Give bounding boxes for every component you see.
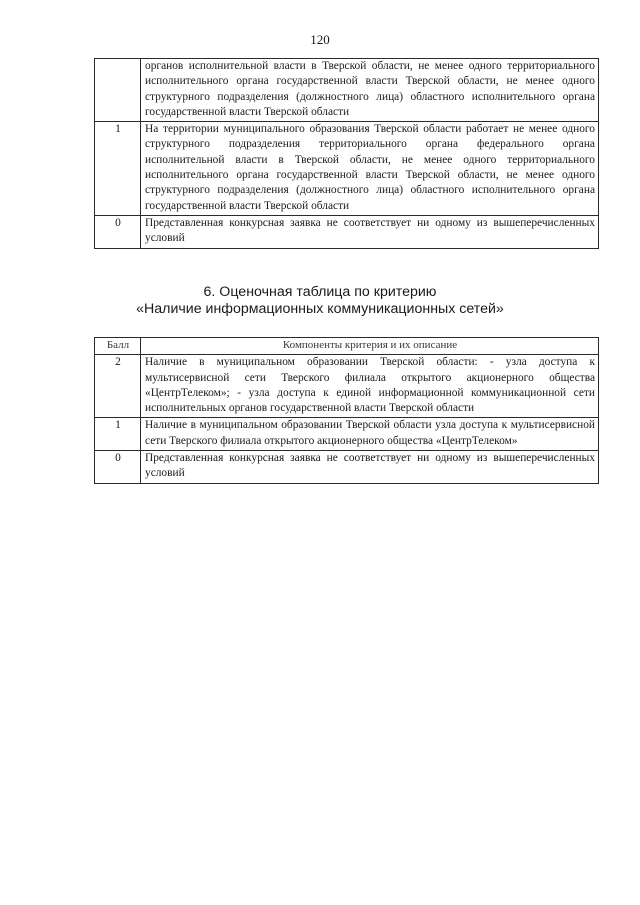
header-score: Балл [95,338,141,355]
table-row [95,451,599,484]
score-cell: 1 [95,122,141,216]
table-row [95,122,599,216]
table-header-row [95,338,599,355]
header-description: Компоненты критерия и их описание [141,338,599,355]
section-title-line-1: 6. Оценочная таблица по критерию [203,284,437,300]
table-row [95,418,599,451]
criteria-table-continued [94,58,599,249]
description-cell: Представленная конкурсная заявка не соответствует ни одному из вышеперечисленных условий [141,451,599,484]
score-cell: 2 [95,355,141,418]
description-cell: Наличие в муниципальном образовании Тверской области узла доступа к мультисервисной сети Тверского филиала открытого акционерного общества «ЦентрТелеком» [141,418,599,451]
table-row [95,355,599,418]
description-cell: Наличие в муниципальном образовании Тверской области: - узла доступа к мультисервисной сети Тверского филиала открытого акционерного общества «ЦентрТелеком»; - узла доступа к единой информационной коммуникационной сети исполнительных органов государственной власти Тверской области [141,355,599,418]
description-cell: Представленная конкурсная заявка не соответствует ни одному из вышеперечисленных условий [141,215,599,248]
criteria-table-networks [94,337,599,484]
score-cell: 0 [95,451,141,484]
description-cell: На территории муниципального образования Тверской области работает не менее одного структурного подразделения территориального органа федерального органа исполнительной власти в Тверской области, не менее одного территориального исполнительного органа государственной власти Тверской области, не менее одного структурного подразделения (должностного лица) областного исполнительного органа государственной власти Тверской области [141,122,599,216]
score-cell: 1 [95,418,141,451]
table-row [95,59,599,122]
page-number: 120 [310,32,330,47]
table-row [95,215,599,248]
score-cell [95,59,141,122]
description-cell: органов исполнительной власти в Тверской области, не менее одного территориального исполнительного органа государственной власти Тверской области, не менее одного структурного подразделения (должностного лица) областного исполнительного органа государственной власти Тверской области [141,59,599,122]
section-title-line-2: «Наличие информационных коммуникационных сетей» [136,301,504,317]
section-title [0,284,640,318]
score-cell: 0 [95,215,141,248]
